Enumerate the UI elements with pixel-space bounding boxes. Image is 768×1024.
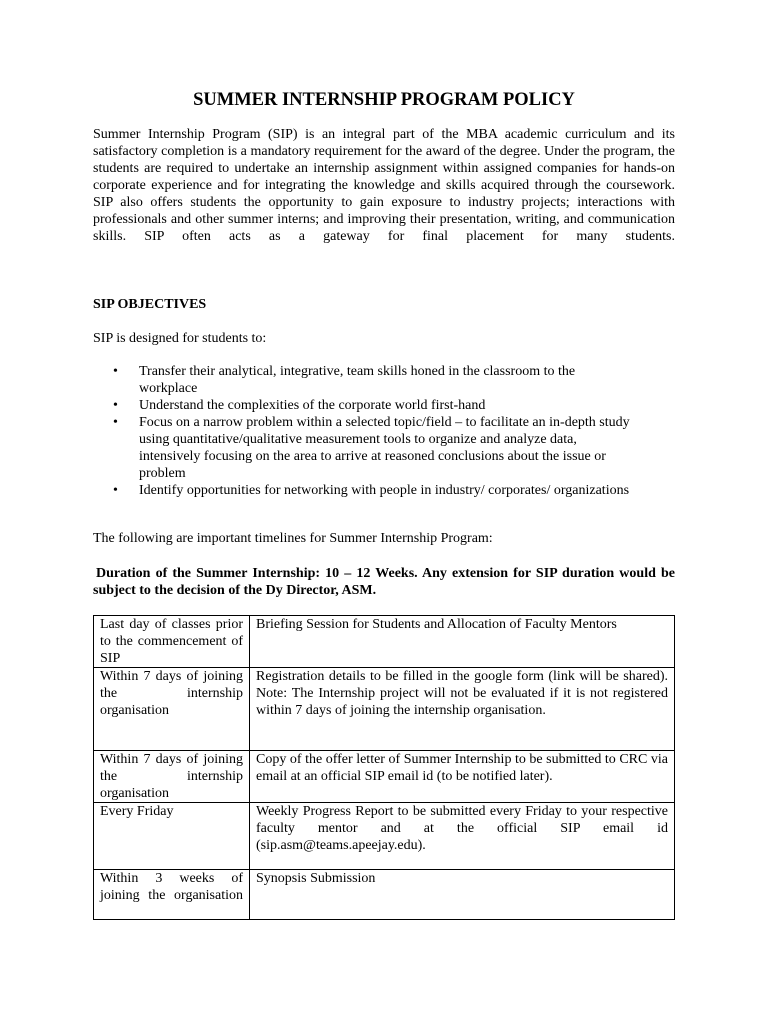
list-item-text: Focus on a narrow problem within a selected topic/field – to facilitate an in-depth study using quantitative/qualitative measurement tools to organize and analyze data, intensively focusing on the area to arrive at reasoned conclusions about the issue or problem (139, 415, 630, 481)
objectives-lead: SIP is designed for students to: (93, 331, 267, 346)
table-row (94, 751, 675, 803)
list-item-text: Identify opportunities for networking with people in industry/ corporates/ organizations (139, 483, 630, 498)
timeline-when-cell: Within 7 days of joining the internship organisation (94, 668, 250, 751)
timeline-what-cell: Copy of the offer letter of Summer Internship to be submitted to CRC via email at an official SIP email id (to be notified later). (250, 751, 675, 803)
table-row (94, 870, 675, 920)
timeline-when-cell: Last day of classes prior to the commencement of SIP (94, 616, 250, 668)
bullet-icon: • (113, 483, 118, 498)
timeline-table (93, 615, 675, 920)
timeline-what-cell: Briefing Session for Students and Allocation of Faculty Mentors (250, 616, 675, 668)
list-item (93, 397, 633, 414)
table-row (94, 803, 675, 870)
list-item-text: Transfer their analytical, integrative, team skills honed in the classroom to the workplace (139, 364, 576, 396)
bullet-icon: • (113, 364, 118, 379)
intro-paragraph: Summer Internship Program (SIP) is an integral part of the MBA academic curriculum and its satisfactory completion is a mandatory requirement for the award of the degree. Under the program, the students are required to undertake an internship assignment within assigned companies for hands-on corporate experience and for integrating the knowledge and skills acquired through the coursework. SIP also offers students the opportunity to gain exposure to industry projects; interactions with professionals and other summer interns; and improving their presentation, writing, and communication skills. SIP often acts as a gateway for final placement for many students. (93, 127, 675, 244)
page-title: SUMMER INTERNSHIP PROGRAM POLICY (193, 90, 575, 110)
list-item (93, 363, 633, 397)
objectives-list (93, 363, 633, 499)
timeline-what-cell: Weekly Progress Report to be submitted every Friday to your respective faculty mentor and at the official SIP email id (sip.asm@teams.apeejay.edu). (250, 803, 675, 870)
duration-note: Duration of the Summer Internship: 10 – 12 Weeks. Any extension for SIP duration would be subject to the decision of the Dy Director, ASM. (93, 566, 675, 598)
timeline-when-cell: Every Friday (94, 803, 250, 870)
timeline-what-cell: Synopsis Submission (250, 870, 675, 920)
bullet-icon: • (113, 415, 118, 430)
timeline-when-cell: Within 3 weeks of joining the organisation (94, 870, 250, 920)
timeline-when-cell: Within 7 days of joining the internship organisation (94, 751, 250, 803)
list-item (93, 414, 633, 482)
table-row (94, 616, 675, 668)
list-item (93, 482, 633, 499)
section-heading-objectives: SIP OBJECTIVES (93, 297, 207, 312)
timelines-intro: The following are important timelines for Summer Internship Program: (93, 531, 493, 546)
list-item-text: Understand the complexities of the corporate world first-hand (139, 398, 486, 413)
bullet-icon: • (113, 398, 118, 413)
timeline-what-cell: Registration details to be filled in the google form (link will be shared). Note: The Internship project will not be evaluated if it is not registered within 7 days of joining the internship organisation. (250, 668, 675, 751)
table-row (94, 668, 675, 751)
